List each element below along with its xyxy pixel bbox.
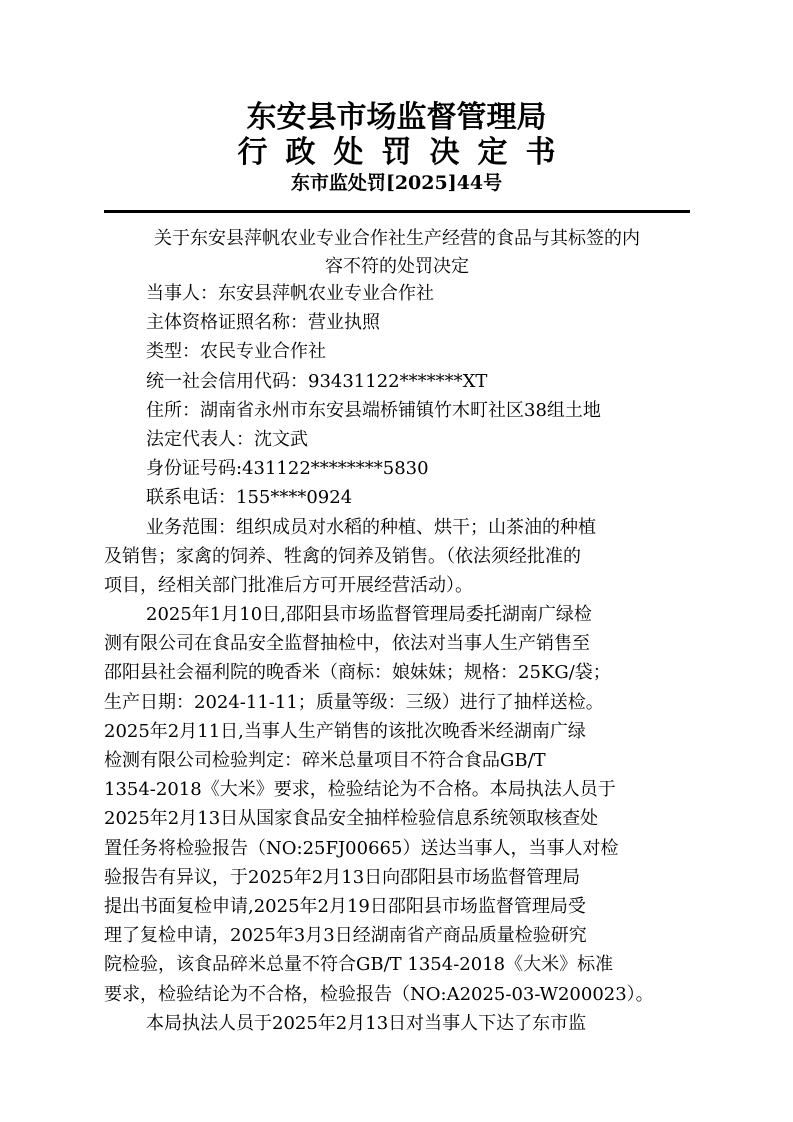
paragraph-line: 院检验，该食品碎米总量不符合GB/T 1354-2018《大米》标准 [104, 954, 614, 976]
subject-heading [104, 225, 690, 281]
paragraph-line: 邵阳县社会福利院的晚香米（商标：娘妹妹；规格：25KG/袋； [104, 662, 611, 684]
paragraph-line: 验报告有异议，于2025年2月13日向邵阳县市场监督管理局 [104, 866, 581, 888]
document-number: 东市监处罚[2025]44号 [290, 172, 503, 194]
credit-code: 统一社会信用代码：93431122*******XT [146, 370, 488, 392]
entity-type: 类型：农民专业合作社 [146, 341, 326, 363]
paragraph-line: 及销售；家禽的饲养、牲禽的饲养及销售。（依法须经批准的 [104, 545, 581, 567]
paragraph-line: 理了复检申请，2025年3月3日经湖南省产商品质量检验研究 [104, 925, 587, 947]
license-name: 主体资格证照名称：营业执照 [146, 312, 380, 334]
paragraph-line: 生产日期：2024-11-11；质量等级：三级）进行了抽样送检。 [104, 691, 604, 713]
continuation-line: 本局执法人员于2025年2月13日对当事人下达了东市监 [146, 1012, 587, 1034]
subject-line: 容不符的处罚决定 [325, 256, 469, 277]
party-name: 当事人：东安县萍帆农业专业合作社 [146, 283, 434, 304]
paragraph-line: 业务范围：组织成员对水稻的种植、烘干；山茶油的种植 [146, 516, 596, 538]
facts-paragraph [104, 600, 690, 1009]
document-type-title: 行政处罚决定书 [237, 135, 574, 170]
paragraph-line: 检测有限公司检验判定：碎米总量项目不符合食品GB/T [104, 750, 546, 771]
paragraph-line: 要求，检验结论为不合格，检验报告（NO:A2025-03-W200023）。 [104, 983, 654, 1005]
agency-title: 东安县市场监督管理局 [246, 100, 547, 135]
document-body [104, 279, 690, 1038]
paragraph-line: 2025年1月10日,邵阳县市场监督管理局委托湖南广绿检 [146, 604, 592, 626]
paragraph-line: 1354-2018《大米》要求，检验结论为不合格。本局执法人员于 [104, 779, 616, 801]
paragraph-line: 2025年2月13日从国家食品安全抽样检验信息系统领取核查处 [104, 808, 599, 830]
subject-line: 关于东安县萍帆农业专业合作社生产经营的食品与其标签的内 [154, 228, 640, 249]
phone: 联系电话：155****0924 [146, 487, 353, 509]
paragraph-line: 2025年2月11日,当事人生产销售的该批次晚香米经湖南广绿 [104, 720, 586, 742]
address: 住所：湖南省永州市东安县端桥铺镇竹木町社区38组土地 [146, 399, 601, 421]
legal-representative: 法定代表人：沈文武 [146, 428, 308, 450]
paragraph-line: 置任务将检验报告（NO:25FJ00665）送达当事人，当事人对检 [104, 837, 619, 859]
paragraph-line: 提出书面复检申请,2025年2月19日邵阳县市场监督管理局受 [104, 895, 586, 917]
paragraph-line: 测有限公司在食品安全监督抽检中，依法对当事人生产销售至 [104, 633, 590, 655]
id-number: 身份证号码:431122********5830 [146, 458, 429, 480]
business-scope-paragraph [104, 513, 690, 601]
header-divider [104, 210, 690, 213]
paragraph-line: 项目，经相关部门批准后方可开展经营活动）。 [104, 574, 473, 596]
